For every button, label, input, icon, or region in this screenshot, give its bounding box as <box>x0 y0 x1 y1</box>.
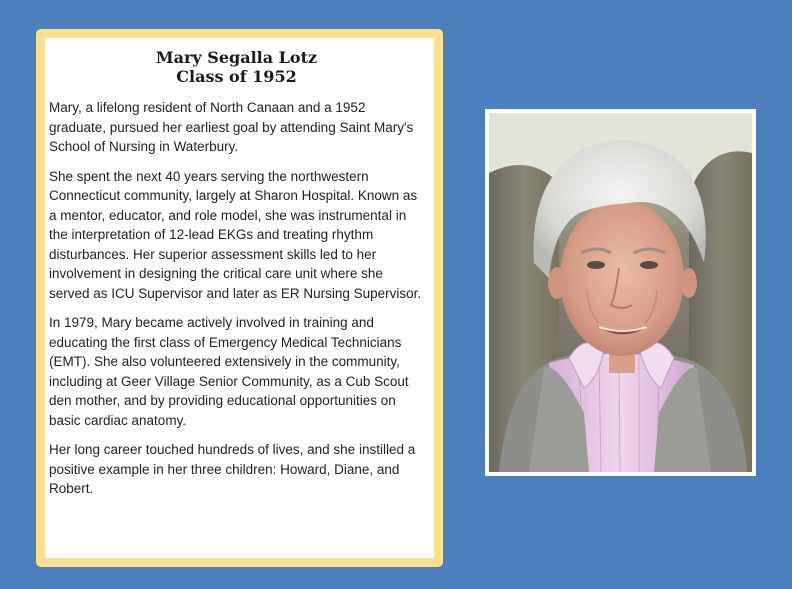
bio-paragraph: Mary, a lifelong resident of North Canaan and a 1952 graduate, pursued her earliest goal by attending Saint Mary's School of Nursing in Waterbury. <box>49 100 414 154</box>
portrait-photo <box>489 113 752 472</box>
profile-card-body <box>45 38 434 558</box>
bio-paragraph: She spent the next 40 years serving the northwestern Connecticut community, largely at Sharon Hospital. Known as a mentor, educator, and role model, she was instrumental in the interpretation of 12-lead EKGs and treating rhythm disturbances. Her superior assessment skills led to her involvement in designing the critical care unit where she served as ICU Supervisor and later as ER Nursing Supervisor. <box>49 168 422 301</box>
profile-name: Mary Segalla Lotz <box>155 48 318 67</box>
bio-paragraph: In 1979, Mary became actively involved in training and educating the first class of Emergency Medical Technicians (EMT). She also volunteered extensively in the community, including at Geer Village Senior Community, as a Cub Scout den mother, and by providing educational opportunities on basic cardiac anatomy. <box>49 315 409 428</box>
profile-bio <box>49 98 424 499</box>
profile-heading <box>49 48 424 86</box>
portrait-photo-frame <box>485 109 756 476</box>
profile-card <box>36 29 443 567</box>
profile-class-year: Class of 1952 <box>176 67 297 86</box>
bio-paragraph: Her long career touched hundreds of lives, and she instilled a positive example in her three children: Howard, Diane, and Robert. <box>49 442 416 496</box>
